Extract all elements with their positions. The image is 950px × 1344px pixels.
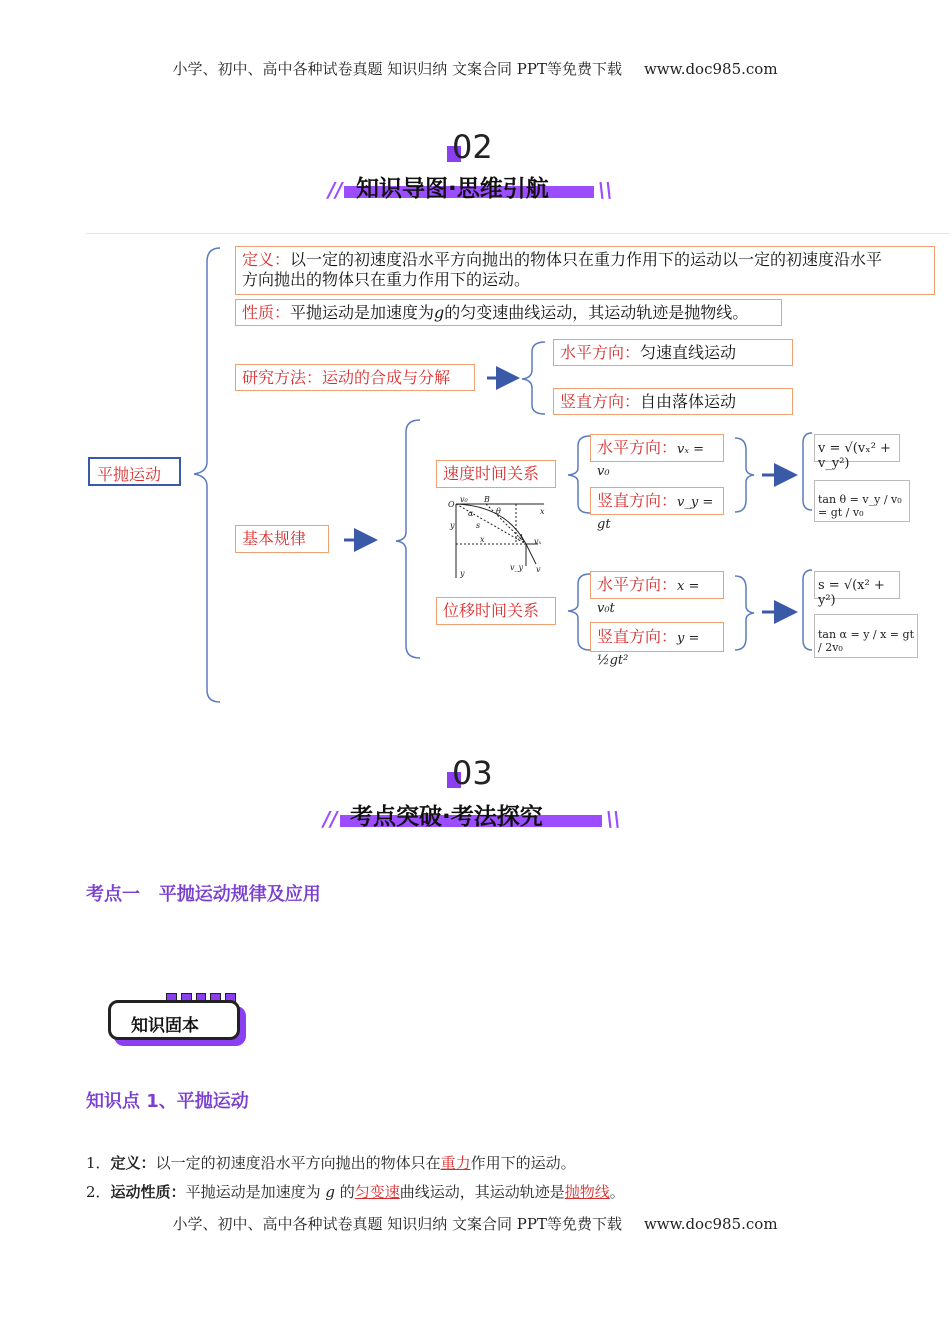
horizontal-motion-text: 匀速直线运动 [640,343,737,362]
disp-result-magnitude: s = √(x² + y²) [814,571,900,599]
vel-vertical-formula: v_y = gt [597,495,714,532]
item2-text-c: 曲线运动，其运动轨迹是 [399,1183,565,1201]
mindmap-root: 平抛运动 [88,457,181,486]
kaodian-title: 考点一 平抛运动规律及应用 [86,884,321,905]
page-footer [0,1213,950,1234]
diagram-label-y-seg: y [450,521,455,530]
footer-text: 小学、初中、高中各种试卷真题 知识归纳 文案合同 PPT等免费下载 [172,1215,622,1233]
badge-text: 知识固本 [131,1016,199,1036]
horizontal-motion-label: 水平方向： [560,343,641,362]
disp-horizontal-box [590,571,724,616]
vel-result-angle: tan θ = v_y / v₀ = gt / v₀ [814,480,910,522]
item2-underline-uniform: 匀变速 [354,1183,400,1201]
vel-vertical-label: 竖直方向： [597,491,678,510]
diagram-label-y-axis: y [460,569,465,578]
vertical-motion-text: 自由落体运动 [640,392,737,411]
knowledge-point-title: 知识点 1、平抛运动 [86,1091,249,1112]
diagram-label-s: s [476,521,481,530]
section3-number: 03 [452,754,493,792]
property-label: 性质： [242,303,291,322]
item-definition [86,1152,576,1173]
knowledge-badge [108,1000,240,1040]
header-text: 小学、初中、高中各种试卷真题 知识归纳 文案合同 PPT等免费下载 [172,60,622,78]
footer-url[interactable]: www.doc985.com [643,1215,778,1233]
disp-vertical-box [590,622,724,668]
item1-underline-gravity: 重力 [440,1154,471,1172]
item2-underline-parabola: 抛物线 [564,1183,610,1201]
item2-num: 2． [86,1183,111,1201]
disp-horizontal-label: 水平方向： [597,575,678,594]
displacement-relation-box: 位移时间关系 [436,597,556,625]
diagram-label-v: v [536,565,541,574]
slash-decoration-right: \\ [598,178,613,202]
section-number: 02 [452,128,493,166]
disp-horizontal-formula: x = v₀t [597,579,700,616]
definition-box [235,246,935,295]
item2-text-a: 平抛运动是加速度为 [185,1183,326,1201]
vel-vertical-box [590,487,724,532]
velocity-relation-box: 速度时间关系 [436,460,556,488]
property-text-b: 的匀变速曲线运动，其运动轨迹是抛物线。 [444,303,749,322]
item2-label: 运动性质： [110,1183,186,1201]
diagram-label-vy: v_y [510,563,524,572]
vertical-motion-box [553,388,793,415]
diagram-label-x-seg: x [480,535,485,544]
vel-horizontal-formula: vₓ = v₀ [597,442,704,479]
diagram-label-vx: vₓ [534,537,542,546]
slash-decoration-left-2: // [323,807,338,831]
vel-horizontal-box [590,434,724,479]
method-label: 研究方法： [242,368,323,387]
definition-line2: 方向抛出的物体只在重力作用下的运动。 [242,270,531,289]
method-box [235,364,475,391]
vertical-motion-label: 竖直方向： [560,392,641,411]
slash-decoration-left: // [328,178,343,202]
property-text-a: 平抛运动是加速度为 [290,303,435,322]
item1-num: 1． [86,1154,111,1172]
disp-result-angle: tan α = y / x = gt / 2v₀ [814,614,918,658]
item1-label: 定义： [110,1154,156,1172]
property-g: g [434,303,445,322]
section-title: 知识导图·思维引航 [356,176,549,202]
item2-text-d: 。 [609,1183,625,1201]
section3-title: 考点突破·考法探究 [350,804,543,830]
basic-law-box: 基本规律 [235,525,329,553]
definition-label: 定义： [242,250,291,269]
diagram-label-o: O [448,500,455,509]
diagram-label-b: B [484,495,490,504]
disp-vertical-label: 竖直方向： [597,627,678,646]
slash-decoration-right-2: \\ [606,807,621,831]
vel-horizontal-label: 水平方向： [597,438,678,457]
diagram-label-v0: v₀ [460,495,468,504]
header-url[interactable]: www.doc985.com [643,60,778,78]
diagram-label-x-axis: x [540,507,545,516]
horizontal-motion-box [553,339,793,366]
method-text: 运动的合成与分解 [322,368,451,387]
diagram-label-alpha: α [468,509,474,518]
item1-text-b: 作用下的运动。 [470,1154,576,1172]
item2-g: g [325,1183,335,1201]
vel-result-magnitude: v = √(vₓ² + v_y²) [814,434,900,462]
definition-line1: 以一定的初速度沿水平方向抛出的物体只在重力作用下的运动以一定的初速度沿水平 [290,250,883,269]
disp-vertical-formula: y = ½gt² [597,631,700,668]
diagram-label-a: A [518,533,524,542]
projectile-diagram [446,494,550,580]
item2-text-b: 的 [334,1183,355,1201]
item-property [86,1181,625,1202]
diagram-label-theta: θ [496,507,501,516]
property-box [235,299,782,326]
item1-text-a: 以一定的初速度沿水平方向抛出的物体只在 [155,1154,441,1172]
